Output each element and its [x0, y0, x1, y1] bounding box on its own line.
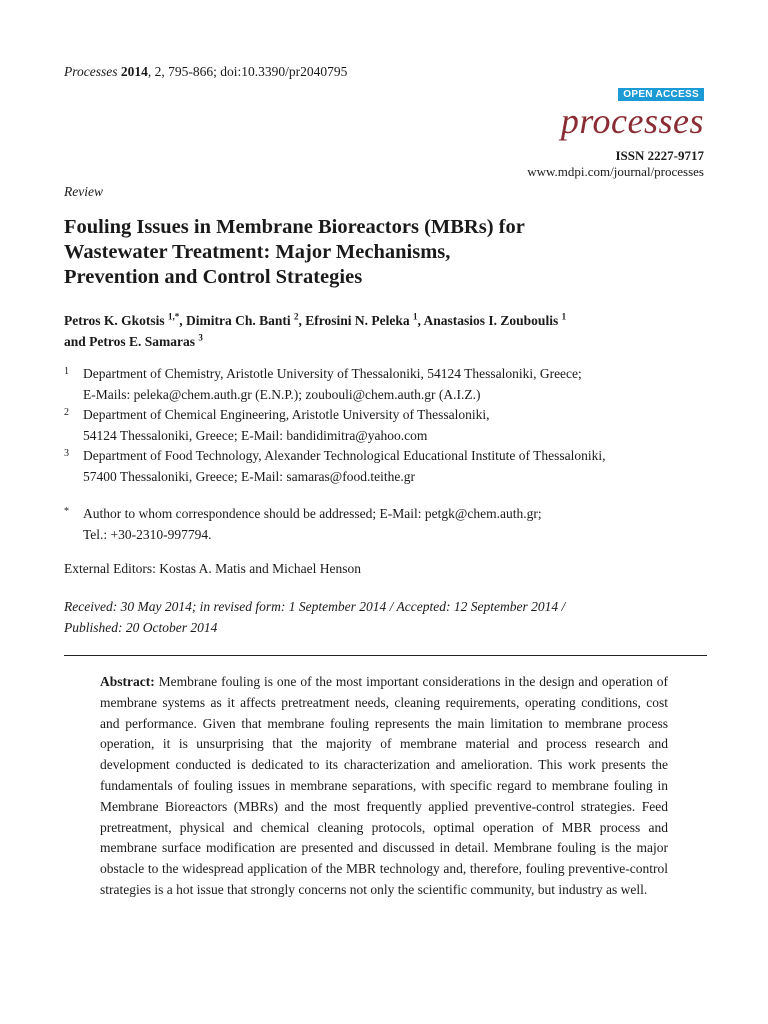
- affiliation-line: Department of Food Technology, Alexander Technological Educational Institute of Thessaloniki,: [83, 448, 606, 463]
- section-divider: [64, 655, 707, 656]
- affiliation-item: [64, 446, 724, 487]
- external-editors: External Editors: Kostas A. Matis and Michael Henson: [64, 561, 361, 576]
- affiliation-line: 57400 Thessaloniki, Greece; E-Mail: samaras@food.teithe.gr: [83, 468, 415, 484]
- correspondence-note: [64, 504, 724, 545]
- journal-logo: processes: [560, 101, 704, 141]
- correspondence-mark: *: [64, 506, 69, 517]
- author-name: Dimitra Ch. Banti: [186, 313, 291, 328]
- article-type: Review: [64, 184, 103, 199]
- paper-title: [64, 215, 704, 290]
- dates-line: Received: 30 May 2014; in revised form: 1 September 2014 / Accepted: 12 September 2014 /: [64, 599, 566, 614]
- affiliation-mark: 1: [64, 366, 69, 377]
- title-line: Fouling Issues in Membrane Bioreactors (MBRs) for: [64, 216, 525, 238]
- author-name: Efrosini N. Peleka: [305, 313, 410, 328]
- title-line: Prevention and Control Strategies: [64, 266, 363, 288]
- correspondence-line: Author to whom correspondence should be addressed; E-Mail: petgk@chem.auth.gr;: [83, 506, 542, 521]
- affiliations: [64, 364, 724, 487]
- affiliation-item: [64, 405, 724, 446]
- author-affil-mark: 2: [294, 311, 299, 322]
- citation-year: 2014: [120, 64, 148, 79]
- affiliation-line: Department of Chemical Engineering, Aristotle University of Thessaloniki,: [83, 407, 490, 422]
- issn: ISSN 2227-9717: [615, 148, 704, 163]
- author-list: Petros K. Gkotsis $^{1,*}$, Dimitra Ch. Banti $^2$, Efrosini N. Peleka $^1$, Anastasios I. Zouboulis $^1$ and Petros E. Samaras $^3$: [64, 311, 567, 349]
- correspondence-line: Tel.: +30-2310-997794.: [83, 526, 212, 542]
- dates-line: Published: 20 October 2014: [64, 620, 218, 635]
- affiliation-line: Department of Chemistry, Aristotle University of Thessaloniki, 54124 Thessaloniki, Greece;: [83, 366, 582, 381]
- author-affil-mark: 1: [561, 311, 567, 322]
- citation-journal: Processes: [64, 64, 118, 79]
- title-line: Wastewater Treatment: Major Mechanisms,: [64, 241, 451, 263]
- affiliation-line: E-Mails: peleka@chem.auth.gr (E.N.P.); zoubouli@chem.auth.gr (A.I.Z.): [83, 386, 481, 402]
- affiliation-item: [64, 364, 724, 405]
- journal-url[interactable]: www.mdpi.com/journal/processes: [527, 164, 704, 179]
- abstract-label: Abstract:: [100, 674, 155, 689]
- citation-line: [64, 64, 347, 80]
- author-affil-mark: 1: [413, 311, 418, 322]
- affiliation-line: 54124 Thessaloniki, Greece; E-Mail: bandidimitra@yahoo.com: [83, 427, 428, 443]
- abstract: [100, 672, 668, 901]
- affiliation-mark: 2: [64, 407, 69, 418]
- citation-rest: , 2, 795-866; doi:10.3390/pr2040795: [147, 64, 348, 79]
- author-affil-mark: 1,*: [168, 311, 180, 322]
- publication-dates: [64, 596, 704, 638]
- author-name: Petros E. Samaras: [89, 334, 196, 349]
- abstract-text: Membrane fouling is one of the most important considerations in the design and operation of membrane systems as it affects pretreatment needs, cleaning requirements, operating conditions, cost and performance. Given that membrane fouling represents the main limitation to membrane process operation, it is unsurprising that the majority of membrane material and process research and development conducted is dedicated to its characterization and amelioration. This work presents the fundamentals of fouling issues in membrane separations, with specific regard to membrane fouling in Membrane Bioreactors (MBRs) and the most frequently applied preventive-control strategies. Feed pretreatment, physical and chemical cleaning protocols, optimal operation of MBR process and membrane surface modification are presented and discussed in detail. Membrane fouling is the major obstacle to the widespread application of the MBR technology and, therefore, fouling preventive-control strategies is a hot issue that strongly concerns not only the scientific community, but industry as well.: [100, 674, 668, 897]
- author-name: Anastasios I. Zouboulis: [423, 313, 559, 328]
- author-name: Petros K. Gkotsis: [64, 313, 165, 328]
- open-access-badge: OPEN ACCESS: [618, 88, 704, 101]
- affiliation-mark: 3: [64, 448, 69, 459]
- correspondence-item: [64, 504, 724, 545]
- author-affil-mark: 3: [198, 332, 203, 343]
